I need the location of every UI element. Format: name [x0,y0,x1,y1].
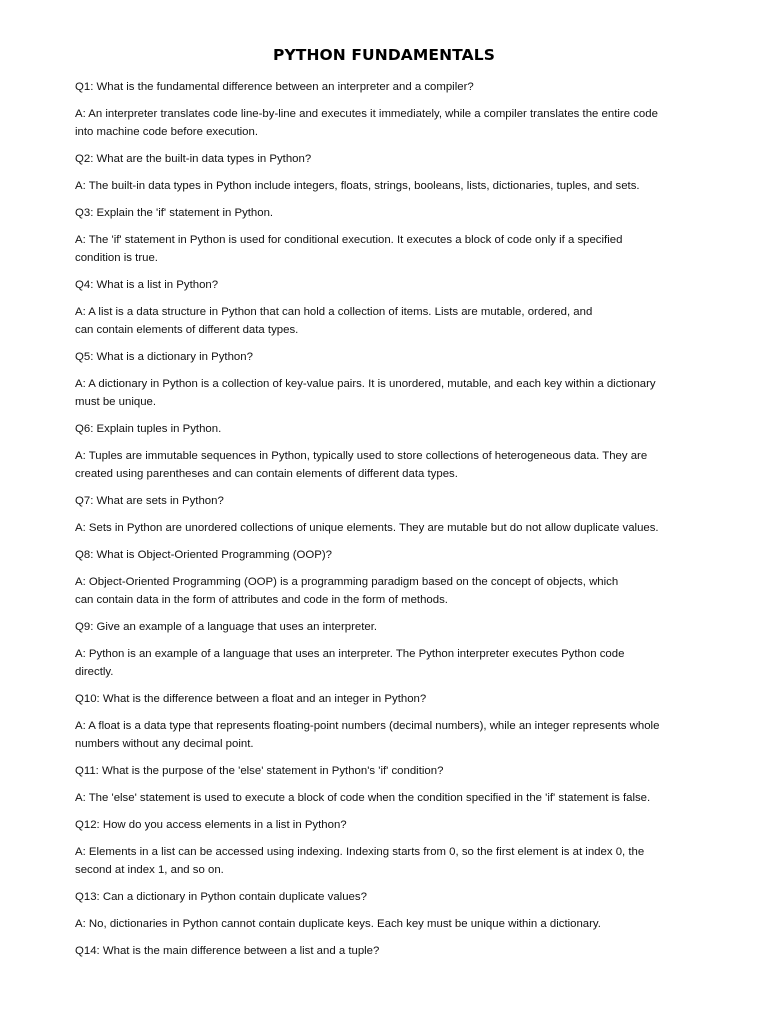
text-row: Q11: What is the purpose of the 'else' statement in Python's 'if' condition? [75,765,444,777]
text-row: A: Tuples are immutable sequences in Python, typically used to store collections of heterogeneous data. They are [75,450,648,462]
page-title: PYTHON FUNDAMENTALS [273,46,495,64]
text-row: Q12: How do you access elements in a list in Python? [75,819,347,831]
text-row: directly. [75,666,114,678]
answer-line [75,447,700,483]
text-row: Q4: What is a list in Python? [75,279,219,291]
text-row: A: Elements in a list can be accessed using indexing. Indexing starts from 0, so the first element is at index 0, the [75,846,645,858]
text-row: A: A dictionary in Python is a collection of key-value pairs. It is unordered, mutable, and each key within a dictionary [75,378,656,390]
text-row: A: No, dictionaries in Python cannot contain duplicate keys. Each key must be unique within a dictionary. [75,918,601,930]
answer-line [75,717,700,753]
text-row: can contain elements of different data types. [75,324,299,336]
text-row: must be unique. [75,396,157,408]
question-line [75,348,700,366]
text-row: A: Sets in Python are unordered collections of unique elements. They are mutable but do not allow duplicate values. [75,522,659,534]
text-row: numbers without any decimal point. [75,738,254,750]
question-line [75,942,700,960]
text-row: A: The built-in data types in Python include integers, floats, strings, booleans, lists, dictionaries, tuples, and sets. [75,180,640,192]
text-row: into machine code before execution. [75,126,259,138]
text-row: Q7: What are sets in Python? [75,495,224,507]
answer-line [75,105,700,141]
question-line [75,78,700,96]
text-row: A: Python is an example of a language that uses an interpreter. The Python interpreter executes Python code [75,648,625,660]
question-line [75,546,700,564]
text-row: Q14: What is the main difference between a list and a tuple? [75,945,380,957]
answer-line [75,375,700,411]
question-line [75,816,700,834]
question-line [75,762,700,780]
answer-line [75,843,700,879]
text-row: Q1: What is the fundamental difference between an interpreter and a compiler? [75,81,474,93]
text-row: A: The 'else' statement is used to execute a block of code when the condition specified in the 'if' statement is false. [75,792,651,804]
text-row: Q10: What is the difference between a float and an integer in Python? [75,693,427,705]
text-row: Q3: Explain the 'if' statement in Python. [75,207,274,219]
question-line [75,420,700,438]
text-row: Q13: Can a dictionary in Python contain duplicate values? [75,891,367,903]
answer-line [75,519,700,537]
text-row: Q6: Explain tuples in Python. [75,423,222,435]
answer-line [75,231,700,267]
text-row: A: A list is a data structure in Python that can hold a collection of items. Lists are mutable, ordered, and [75,306,593,318]
text-row: A: A float is a data type that represents floating-point numbers (decimal numbers), while an integer represents whole [75,720,660,732]
text-row: A: Object-Oriented Programming (OOP) is a programming paradigm based on the concept of objects, which [75,576,619,588]
text-row: Q9: Give an example of a language that uses an interpreter. [75,621,378,633]
answer-line [75,573,700,609]
question-line [75,492,700,510]
answer-line [75,915,700,933]
text-row: Q8: What is Object-Oriented Programming (OOP)? [75,549,333,561]
answer-line [75,645,700,681]
text-row: second at index 1, and so on. [75,864,224,876]
question-line [75,618,700,636]
question-line [75,690,700,708]
text-row: Q2: What are the built-in data types in Python? [75,153,312,165]
question-line [75,276,700,294]
question-line [75,204,700,222]
qa-content [75,78,700,969]
question-line [75,888,700,906]
text-row: condition is true. [75,252,158,264]
question-line [75,150,700,168]
answer-line [75,789,700,807]
answer-line [75,177,700,195]
answer-line [75,303,700,339]
text-row: A: An interpreter translates code line-by-line and executes it immediately, while a compiler translates the entire code [75,108,658,120]
text-row: can contain data in the form of attributes and code in the form of methods. [75,594,448,606]
text-row: A: The 'if' statement in Python is used for conditional execution. It executes a block of code only if a specified [75,234,623,246]
text-row: Q5: What is a dictionary in Python? [75,351,253,363]
text-row: created using parentheses and can contain elements of different data types. [75,468,458,480]
